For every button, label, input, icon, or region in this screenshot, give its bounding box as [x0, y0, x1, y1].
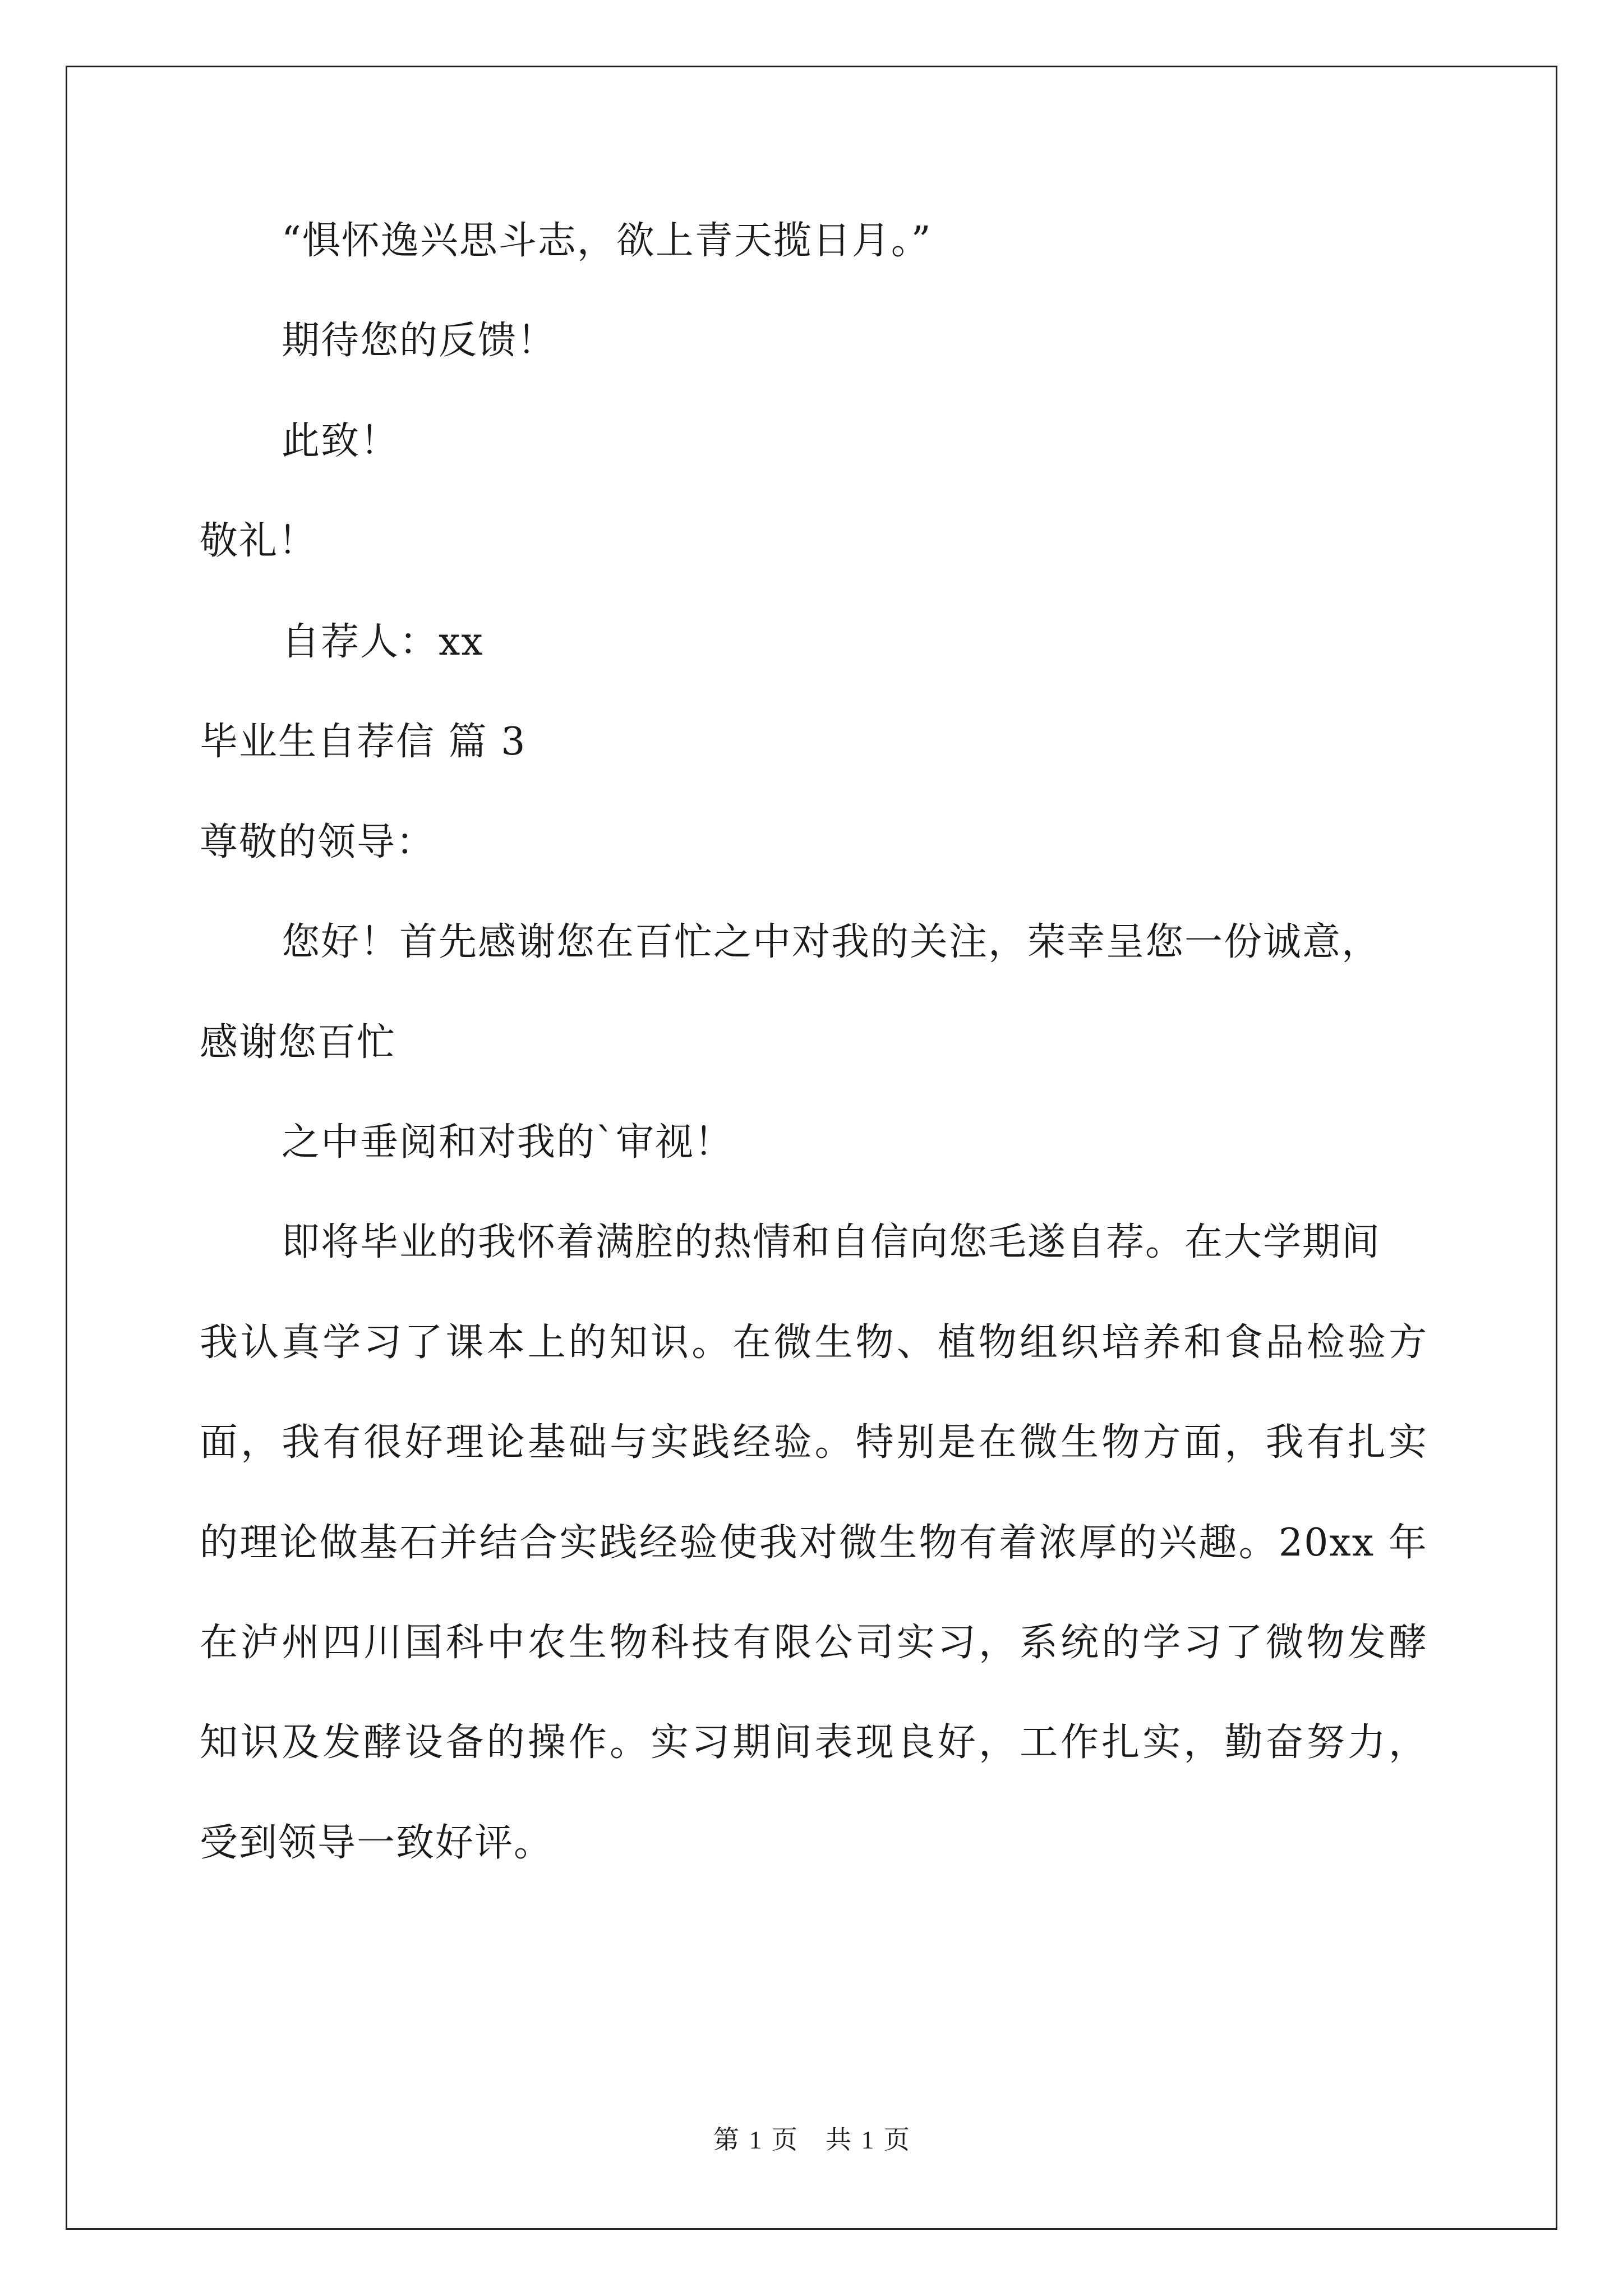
- paragraph-line: 即将毕业的我怀着满腔的热情和自信向您毛遂自荐。在大学期间: [282, 1220, 1381, 1264]
- paragraph-line: 知识及发酵设备的操作。实习期间表现良好，工作扎实，勤奋努力，: [200, 1720, 1428, 1765]
- page-number-current: 第 1 页: [713, 2125, 797, 2154]
- closing-feedback-line: 期待您的反馈！: [282, 319, 557, 363]
- closing-regards-line: 敬礼！: [200, 519, 318, 563]
- signature-line: 自荐人：xx: [282, 620, 484, 664]
- section-heading: 毕业生自荐信 篇 3: [200, 720, 527, 764]
- paragraph-line: 我认真学习了课本上的知识。在微生物、植物组织培养和食品检验方: [200, 1320, 1428, 1365]
- paragraph-line: 之中垂阅和对我的`审视！: [282, 1120, 734, 1165]
- greeting-line: 尊敬的领导：: [200, 820, 436, 864]
- paragraph-line: 面，我有很好理论基础与实践经验。特别是在微生物方面，我有扎实: [200, 1420, 1428, 1465]
- page-number-total: 共 1 页: [826, 2125, 910, 2154]
- paragraph-line: 您好！首先感谢您在百忙之中对我的关注，荣幸呈您一份诚意，: [282, 920, 1381, 964]
- paragraph-line: 的理论做基石并结合实践经验使我对微生物有着浓厚的兴趣。20xx 年: [200, 1521, 1428, 1565]
- page-footer: [0, 2123, 1623, 2157]
- quote-line: “惧怀逸兴思斗志，欲上青天揽日月。”: [282, 219, 932, 263]
- paragraph-line: 在泸州四川国科中农生物科技有限公司实习，系统的学习了微物发酵: [200, 1621, 1428, 1665]
- closing-salutation-line: 此致！: [282, 419, 400, 463]
- paragraph-line: 受到领导一致好评。: [200, 1821, 554, 1865]
- paragraph-line: 感谢您百忙: [200, 1020, 396, 1065]
